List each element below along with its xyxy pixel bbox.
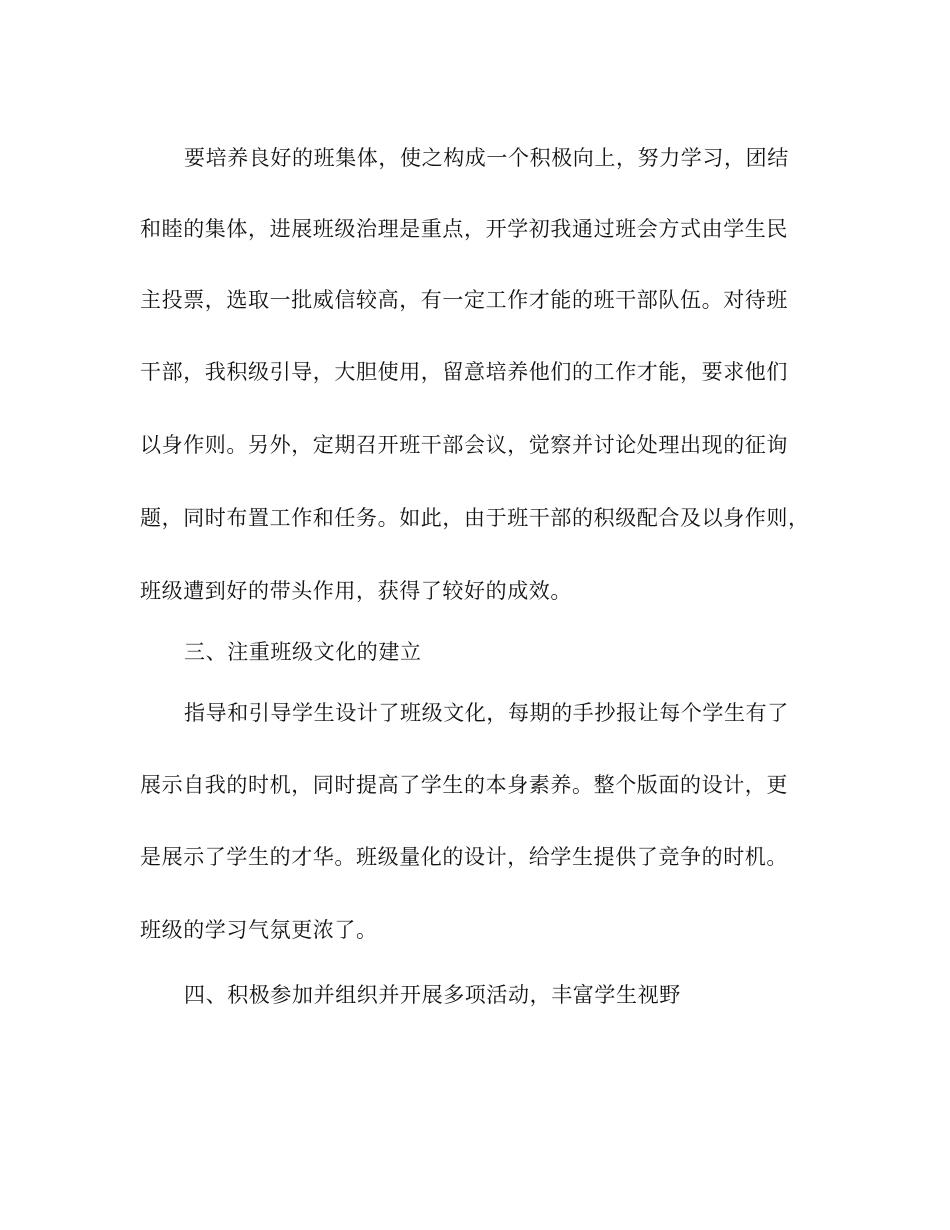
paragraph-line: 干部，我积级引导，大胆使用，留意培养他们的工作才能，要求他们 [140,360,788,384]
paragraph-line: 要培养良好的班集体，使之构成一个积极向上，努力学习，团结 [184,146,789,170]
section-heading: 四、积极参加并组织并开展多项活动，丰富学生视野 [184,983,681,1007]
paragraph-line: 班级的学习气氛更浓了。 [140,918,378,942]
section-heading: 三、注重班级文化的建立 [184,640,422,664]
paragraph-line: 展示自我的时机，同时提高了学生的本身素养。整个版面的设计，更 [140,773,788,797]
paragraph-line: 主投票，选取一批威信较高，有一定工作才能的班干部队伍。对待班 [140,288,788,312]
paragraph-line: 是展示了学生的才华。班级量化的设计，给学生提供了竞争的时机。 [140,845,788,869]
paragraph-line: 以身作则。另外，定期召开班干部会议，觉察并讨论处理出现的征询 [140,433,788,457]
paragraph-line: 和睦的集体，进展班级治理是重点，开学初我通过班会方式由学生民 [140,217,788,241]
paragraph-line: 指导和引导学生设计了班级文化，每期的手抄报让每个学生有了 [184,701,789,725]
paragraph-line: 题，同时布置工作和任务。如此，由于班干部的积级配合及以身作则， [140,506,810,530]
paragraph-line: 班级遭到好的带头作用，获得了较好的成效。 [140,579,572,603]
